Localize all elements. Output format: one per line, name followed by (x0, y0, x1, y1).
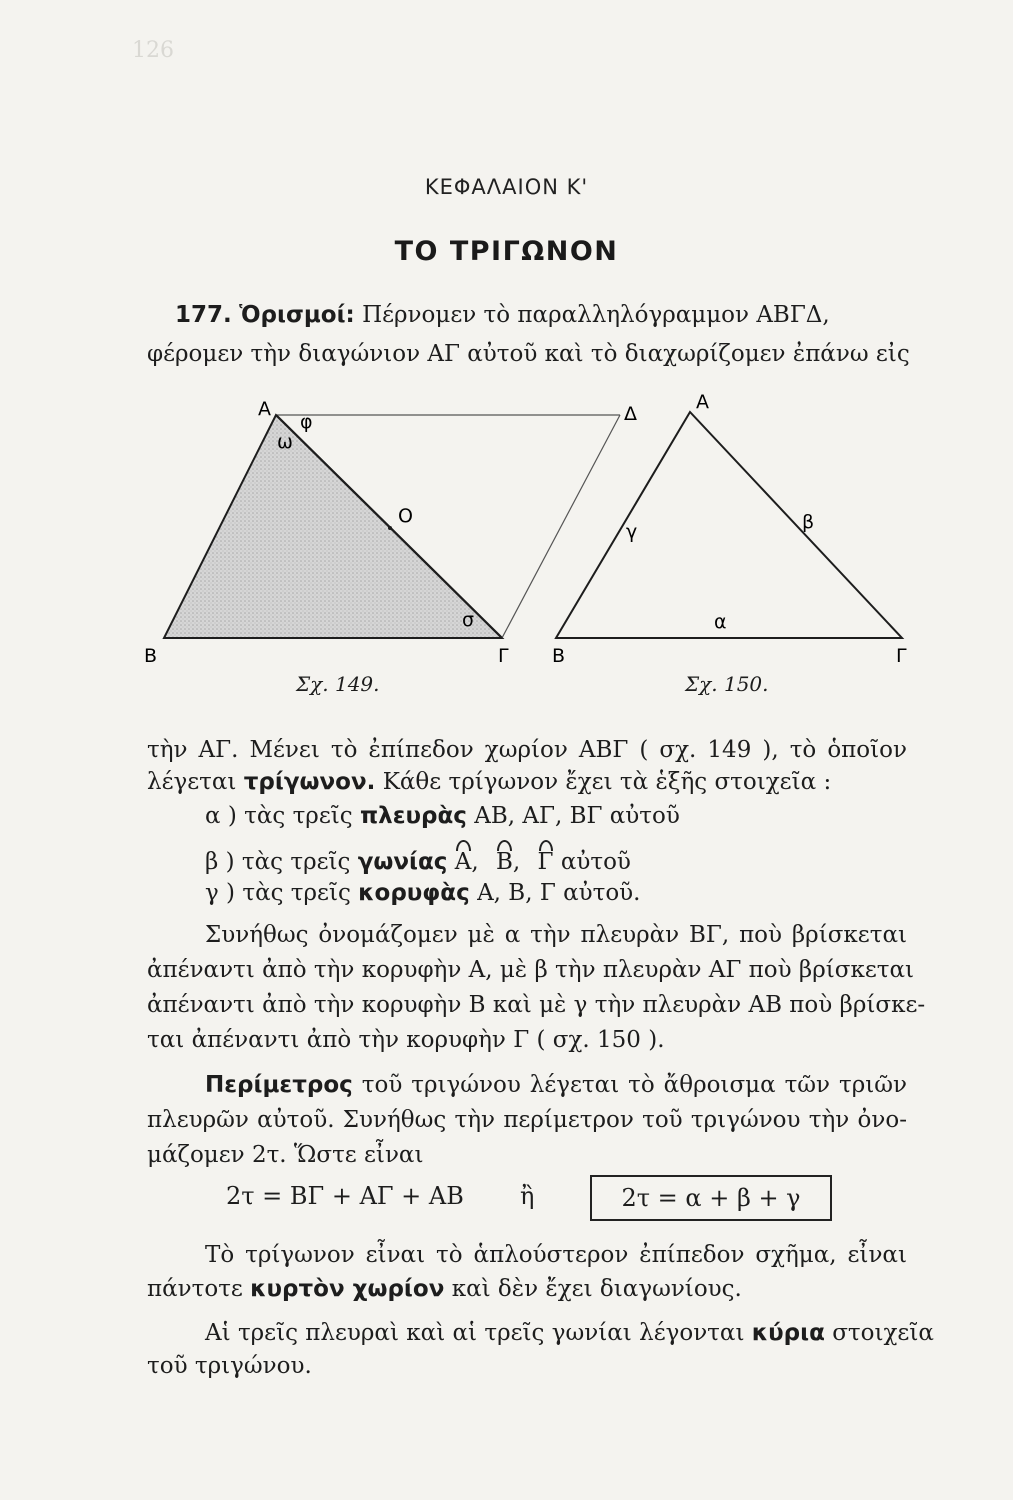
angle-b: Β (496, 849, 513, 875)
label-d-149: Δ (624, 403, 637, 425)
label-gamma: γ (626, 521, 638, 543)
side-dg (502, 415, 620, 638)
text-line-2 (147, 767, 907, 797)
text-span: τοῦ τριγώνου λέγεται τὸ ἄθροισμα τῶν τριῶν (361, 1072, 907, 1098)
text-span: λέγεται (147, 769, 237, 795)
text-span: καὶ δὲν ἔχει διαγωνίους. (451, 1276, 742, 1302)
caption-fig-149: Σχ. 149. (296, 672, 380, 696)
chapter-title: ΤΟ ΤΡΙΓΩΝΟΝ (394, 236, 619, 267)
page-number: 126 (132, 38, 174, 63)
triangle-abg-shaded (164, 415, 502, 638)
text-line-10: Τὸ τρίγωνον εἶναι τὸ ἁπλούστερον ἐπίπεδον σχῆμα, εἶναι (205, 1242, 907, 1268)
text-line-6: ται ἀπέναντι ἀπὸ τὴν κορυφὴν Γ ( σχ. 150 ). (147, 1027, 665, 1053)
term-koryfas: κορυφὰς (358, 880, 470, 906)
label-phi: φ (300, 411, 313, 433)
text-line-11 (147, 1274, 907, 1304)
text-line-5: ἀπέναντι ἀπὸ τὴν κορυφὴν Β καὶ μὲ γ τὴν πλευρὰν ΑΒ ποὺ βρίσκε- (147, 992, 926, 1018)
text-line-1: τὴν ΑΓ. Μένει τὸ ἐπίπεδον χωρίον ΑΒΓ ( σχ. 149 ), τὸ ὁποῖον (147, 737, 907, 763)
text-line-3: Συνήθως ὀνομάζομεν μὲ α τὴν πλευρὰν ΒΓ, ποὺ βρίσκεται (205, 922, 907, 948)
term-trigonon: τρίγωνον. (243, 769, 376, 795)
label-a-149: Α (258, 398, 271, 420)
formula-or: ἢ (520, 1182, 535, 1210)
text-line-13: τοῦ τριγώνου. (147, 1353, 312, 1379)
text-line-4: ἀπέναντι ἀπὸ τὴν κορυφὴν Α, μὲ β τὴν πλευρὰν ΑΓ ποὺ βρίσκεται (147, 957, 915, 983)
label-o: Ο (398, 505, 413, 527)
item-beta: β ) τὰς τρεῖς γωνίας Α, Β, Γ αὐτοῦ (205, 849, 631, 875)
item-suffix: αὐτοῦ (560, 849, 631, 875)
item-gamma (205, 878, 907, 908)
label-b-150: Β (552, 645, 566, 667)
section-line-1 (175, 300, 907, 330)
term-perimetros: Περίμετρος (205, 1072, 353, 1098)
text-span: Αἱ τρεῖς πλευραὶ καὶ αἱ τρεῖς γωνίαι λέγονται (205, 1320, 745, 1346)
term-kyria: κύρια (751, 1320, 825, 1346)
term-gonias: γωνίας (357, 849, 448, 875)
label-a-150: Α (696, 391, 709, 413)
section-line-1-text: Πέρνομεν τὸ παραλληλόγραμμον ΑΒΓΔ, (362, 302, 830, 328)
item-prefix: α ) τὰς τρεῖς (205, 803, 353, 829)
item-suffix: ΑΒ, ΑΓ, ΒΓ αὐτοῦ (474, 803, 680, 829)
text-line-7 (205, 1070, 907, 1100)
point-o (388, 526, 392, 530)
chapter-heading: ΚΕΦΑΛΑΙΟΝ Κ' (424, 175, 589, 199)
section-line-2: φέρομεν τὴν διαγώνιον ΑΓ αὐτοῦ καὶ τὸ διαχωρίζομεν ἐπάνω εἰς (147, 341, 910, 367)
label-sigma: σ (462, 609, 475, 631)
text-line-9: μάζομεν 2τ. Ὥστε εἶναι (147, 1142, 424, 1168)
text-span: Κάθε τρίγωνον ἔχει τὰ ἑξῆς στοιχεῖα : (382, 769, 832, 795)
formula-boxed: 2τ = α + β + γ (590, 1175, 832, 1221)
term-kyrton-chorion: κυρτὸν χωρίον (250, 1276, 445, 1302)
label-omega: ω (277, 431, 293, 453)
term-pleuras: πλευρὰς (359, 803, 467, 829)
section-number: 177. (175, 302, 232, 328)
caption-fig-150: Σχ. 150. (685, 672, 769, 696)
section-heading: Ὁρισμοί: (239, 302, 355, 328)
text-span: πάντοτε (147, 1276, 243, 1302)
label-alpha: α (714, 611, 727, 633)
figures (140, 380, 920, 700)
text-line-8: πλευρῶν αὐτοῦ. Συνήθως τὴν περίμετρον τοῦ τριγώνου τὴν ὀνο- (147, 1107, 907, 1133)
text-line-12 (205, 1318, 934, 1348)
triangle-150 (556, 412, 902, 638)
label-b-149: Β (144, 645, 158, 667)
item-suffix: Α, Β, Γ αὐτοῦ. (477, 880, 641, 906)
formula-perimeter: 2τ = ΒΓ + ΑΓ + ΑΒ (226, 1182, 464, 1210)
label-beta: β (802, 511, 815, 533)
label-g-150: Γ (896, 645, 907, 667)
angle-a: Α (454, 849, 472, 875)
item-alpha (205, 801, 907, 831)
text-span: στοιχεῖα (832, 1320, 934, 1346)
angle-g: Γ (537, 849, 554, 875)
item-prefix: β ) τὰς τρεῖς (205, 849, 351, 875)
item-prefix: γ ) τὰς τρεῖς (205, 880, 351, 906)
label-g-149: Γ (498, 645, 509, 667)
